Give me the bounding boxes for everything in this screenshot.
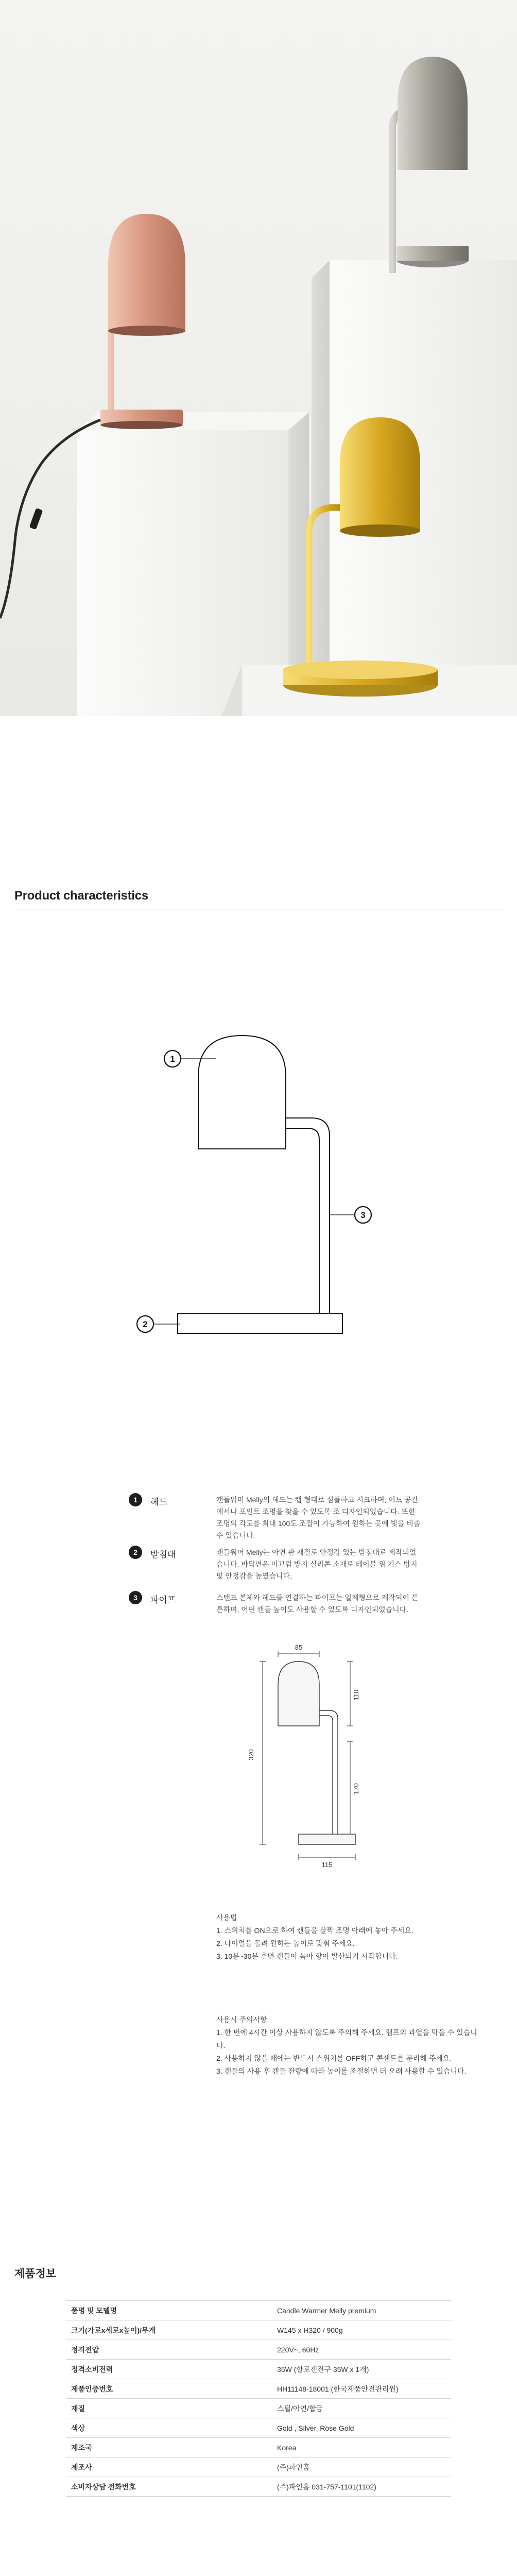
table-row: [66, 2301, 451, 2320]
usage-title: 사용법: [216, 1913, 237, 1922]
spec-value: Korea: [272, 2438, 451, 2458]
feature-description: 캔들워머 Melly는 아연 판 재질로 안정감 있는 받침대로 제작되었습니다. 바닥면은 미끄럼 방지 실리콘 소재로 테이블 위 기스 방지 및 안정감을 높였습니다.: [216, 1548, 418, 1580]
dim-head-height: 110: [352, 1689, 360, 1701]
feature-description: 스탠드 본체와 헤드를 연결하는 파이프는 일체형으로 제작되어 튼튼하며, 어떤 캔들 높이도 사용할 수 있도록 디자인되었습니다.: [216, 1594, 419, 1614]
table-row: [66, 2360, 451, 2379]
spec-key: 재질: [66, 2399, 272, 2418]
dimension-drawing: [216, 1638, 402, 1870]
table-row: [66, 2379, 451, 2399]
caution-item: 2. 사용하지 않을 때에는 반드시 스위치를 OFF하고 콘센트를 분리해 주세요.: [216, 2054, 452, 2062]
spec-value: 스틸/아연/합금: [272, 2399, 451, 2418]
feature-number-badge: 1: [129, 1493, 142, 1506]
feature-number-badge: 2: [129, 1546, 142, 1559]
usage-caution-section: [216, 2013, 484, 2078]
table-row: [66, 2477, 451, 2497]
spec-key: 제품인증번호: [66, 2379, 272, 2399]
table-row: [66, 2418, 451, 2438]
spec-table: [66, 2300, 451, 2497]
dim-head-width: 85: [295, 1643, 303, 1651]
usage-step: 1. 스위치를 ON으로 하여 캔들을 살짝 조명 아래에 놓아 주세요.: [216, 1926, 413, 1935]
spec-key: 정격소비전력: [66, 2360, 272, 2379]
usage-step: 2. 다이얼을 돌려 원하는 높이로 맞춰 주세요.: [216, 1939, 355, 1947]
spec-key: 소비자상담 전화번호: [66, 2477, 272, 2497]
hero-photo: [0, 0, 517, 716]
spec-key: 제조사: [66, 2458, 272, 2477]
usage-section: [216, 1911, 484, 1963]
spec-key: 정격전압: [66, 2340, 272, 2360]
dim-arm-height: 170: [352, 1783, 360, 1794]
spec-value: (주)파인홈 031-757-1101(1102): [272, 2477, 451, 2497]
table-row: [66, 2458, 451, 2477]
diagram-callout-3-label: 3: [360, 1210, 366, 1220]
feature-name: 파이프: [150, 1595, 176, 1605]
spec-key: 품명 및 모델명: [66, 2301, 272, 2320]
feature-name: 받침대: [150, 1550, 176, 1560]
caution-item: 1. 한 번에 4시간 이상 사용하지 않도록 주의해 주세요. 램프의 과열을 막을 수 있습니다.: [216, 2028, 477, 2049]
spec-value: W145 x H320 / 900g: [272, 2320, 451, 2340]
spec-value: HH11148-18001 (한국제품안전관리원): [272, 2379, 451, 2399]
dim-base-width: 115: [321, 1861, 333, 1869]
table-row: [66, 2320, 451, 2340]
spec-key: 색상: [66, 2418, 272, 2438]
dim-total-height: 320: [247, 1749, 255, 1760]
caution-title: 사용시 주의사항: [216, 2015, 267, 2024]
caution-item: 3. 캔들의 사용 후 캔들 잔량에 따라 높이를 조절하면 더 오래 사용할 수 있습니다.: [216, 2067, 467, 2075]
spec-value: 35W (할로겐전구 35W x 1개): [272, 2360, 451, 2379]
product-characteristics-title: Product characteristics: [14, 889, 148, 903]
feature-name: 헤드: [150, 1497, 167, 1507]
lamp-line-diagram: [0, 999, 517, 1391]
usage-step: 3. 10분~30분 후면 캔들이 녹아 향이 발산되기 시작합니다.: [216, 1952, 398, 1960]
diagram-callout-1-label: 1: [170, 1054, 175, 1064]
spec-value: Gold , Silver, Rose Gold: [272, 2418, 451, 2438]
spec-value: (주)파인홈: [272, 2458, 451, 2477]
hero-lamps-illustration: [0, 0, 517, 716]
table-row: [66, 2340, 451, 2360]
spec-value: 220V~, 60Hz: [272, 2340, 451, 2360]
feature-description: 캔들워머 Melly의 헤드는 캡 형태로 심플하고 시크하며, 어느 공간에서나 포인트 조명을 찾을 수 있도록 조 디자인되었습니다. 또한 조명의 각도를 최대 100도 조절이 가능하여 원하는 곳에 빛을 비출 수 있습니다.: [216, 1496, 421, 1539]
table-row: [66, 2399, 451, 2418]
spec-value: Candle Warmer Melly premium: [272, 2301, 451, 2320]
spec-key: 크기(가로x세로x높이)/무게: [66, 2320, 272, 2340]
feature-number-badge: 3: [129, 1591, 142, 1604]
rose-gold-lamp: [100, 214, 185, 429]
silver-lamp: [392, 57, 469, 273]
diagram-callout-2-label: 2: [143, 1319, 148, 1329]
table-row: [66, 2438, 451, 2458]
spec-title: 제품정보: [14, 2268, 57, 2280]
spec-key: 제조국: [66, 2438, 272, 2458]
